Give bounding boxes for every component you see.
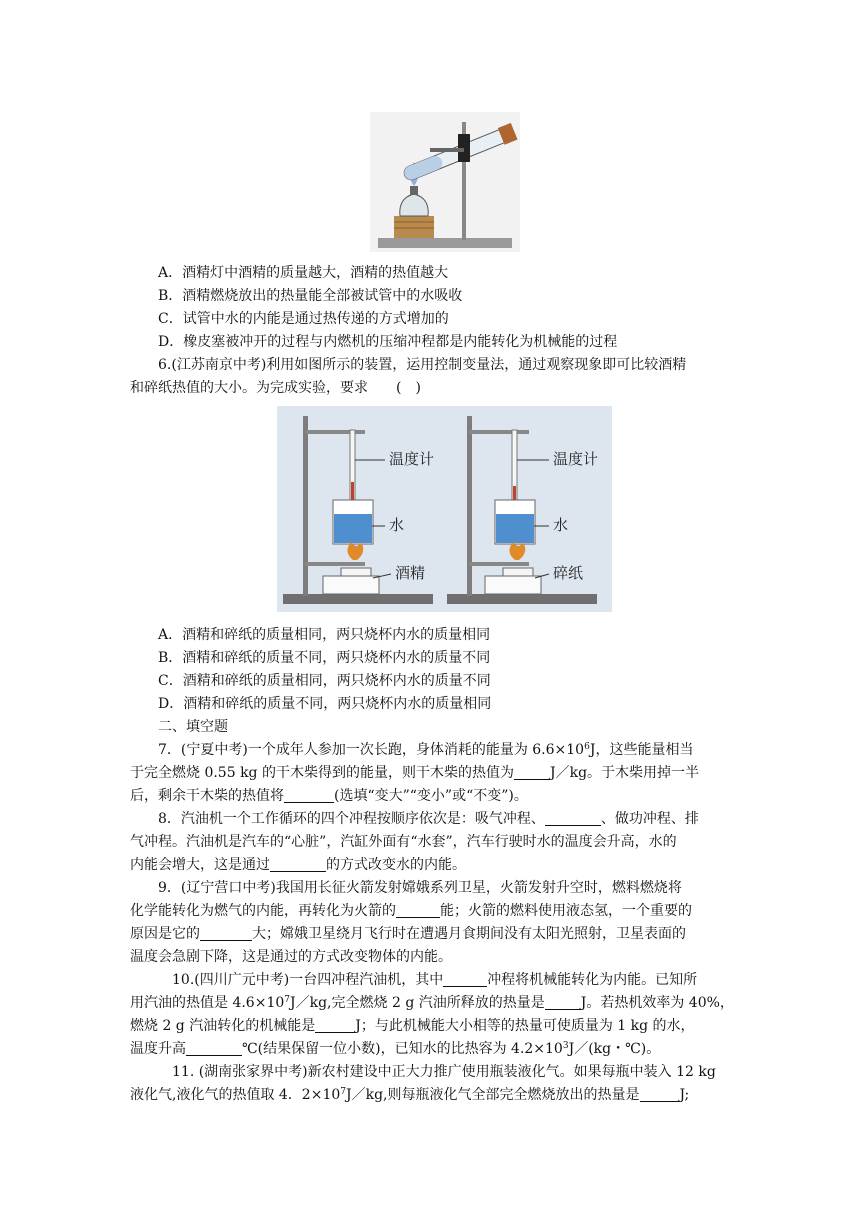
q6-option-a: A．酒精和碎纸的质量相同，两只烧杯内水的质量相同: [158, 627, 491, 643]
q11-blank-1[interactable]: [640, 1086, 680, 1102]
q9-line4: 温度会急剧下降，这是通过的方式改变物体的内能。: [130, 949, 452, 965]
q7-blank-1[interactable]: [514, 764, 550, 780]
q6-stem-line1: 6.(江苏南京中考)利用如图所示的装置，运用控制变量法，通过观察现象即可比较酒精: [158, 357, 687, 373]
q6-option-c: C．酒精和碎纸的质量相同，两只烧杯内水的质量不同: [158, 673, 491, 689]
q9-line1: 9．(辽宁营口中考)我国用长征火箭发射嫦娥系列卫星，火箭发射升空时，燃料燃烧将: [158, 880, 682, 896]
q8-blank-1[interactable]: [545, 810, 601, 826]
q10-line1: 10.(四川广元中考)一台四冲程汽油机，其中 冲程将机械能转化为内能。已知所: [172, 972, 698, 988]
q6-stem-line2: 和碎纸热值的大小。为完成实验，要求 ( ): [130, 380, 421, 396]
right-fuel-label: 碎纸: [553, 564, 584, 582]
q8-line3: 内能会增大，这是通过 的方式改变水的内能。: [130, 857, 466, 873]
section-title: 二、填空题: [158, 719, 228, 735]
test-tube-heating-figure: [370, 112, 520, 252]
q6-option-b: B．酒精和碎纸的质量不同，两只烧杯内水的质量不同: [158, 650, 491, 666]
wooden-block: [394, 216, 434, 238]
left-water-label: 水: [389, 516, 405, 534]
q11-line1: 11. (湖南张家界中考)新农村建设中正大力推广使用瓶装液化气。如果每瓶中装入 12 kg: [172, 1064, 716, 1080]
q7-line3: 后，剩余干木柴的热值将 (选填“变大”“变小”或“不变”)。: [130, 788, 528, 804]
fuel-comparison-figure: [277, 406, 612, 612]
q9-line2: 化学能转化为燃气的内能，再转化为火箭的 能；火箭的燃料使用液态氢，一个重要的: [130, 903, 692, 919]
q8-line2: 气冲程。汽油机是汽车的“心脏”，汽缸外面有“水套”，汽车行驶时水的温度会升高，水的: [130, 834, 677, 850]
q10-line4: 温度升高 ℃(结果保留一位小数)，已知水的比热容为 $4.2\times 10^3J/(kg$・℃)。: [130, 1041, 661, 1057]
q9-blank-1[interactable]: [396, 902, 440, 918]
right-water: [496, 514, 534, 543]
q10-blank-4[interactable]: [186, 1040, 242, 1056]
q8-blank-2[interactable]: [270, 856, 326, 872]
left-water: [334, 514, 372, 543]
q10-blank-1[interactable]: [443, 971, 487, 987]
stand-base: [378, 238, 512, 248]
right-thermometer-label: 温度计: [553, 450, 599, 468]
q10-line2: 用汽油的热值是 $4.6\times 10^7J/kg$,完全燃烧 2 g 汽油所释放的热量是 J。若热机效率为 40%，: [130, 995, 734, 1011]
q5-option-c: C．试管中水的内能是通过热传递的方式增加的: [158, 311, 449, 327]
q9-blank-2[interactable]: [200, 925, 252, 941]
q9-line3: 原因是它的 大；嫦娥卫星绕月飞行时在遭遇月食期间没有太阳光照射，卫星表面的: [130, 926, 686, 942]
q5-option-a: A．酒精灯中酒精的质量越大，酒精的热值越大: [158, 265, 449, 281]
q7-line2: 于完全燃烧 0.55 kg 的干木柴得到的能量，则干木柴的热值为 J／kg。于木柴用掉一半: [130, 765, 700, 781]
left-fuel-label: 酒精: [395, 564, 426, 582]
q7-line1: 7．(宁夏中考)一个成年人参加一次长跑，身体消耗的能量为 $6.6\times 10^6J$，这些能量相当: [158, 742, 694, 758]
q10-blank-2[interactable]: [545, 994, 581, 1010]
right-water-label: 水: [553, 516, 569, 534]
q11-line2: 液化气,液化气的热值取 4．$2\times 10^7J/kg$,则每瓶液化气全部完全燃烧放出的热量是 J;: [130, 1087, 690, 1103]
q10-blank-3[interactable]: [315, 1017, 355, 1033]
q6-option-d: D．酒精和碎纸的质量不同，两只烧杯内水的质量相同: [158, 696, 492, 712]
q5-option-b: B．酒精燃烧放出的热量能全部被试管中的水吸收: [158, 288, 463, 304]
q8-line1: 8．汽油机一个工作循环的四个冲程按顺序依次是：吸气冲程、 、做功冲程、排: [158, 811, 699, 827]
left-thermometer-label: 温度计: [389, 450, 435, 468]
q5-option-d: D．橡皮塞被冲开的过程与内燃机的压缩冲程都是内能转化为机械能的过程: [158, 334, 618, 350]
q7-blank-2[interactable]: [284, 787, 334, 803]
q10-line3: 燃烧 2 g 汽油转化的机械能是 J；与此机械能大小相等的热量可使质量为 1 kg 的水，: [130, 1018, 695, 1034]
